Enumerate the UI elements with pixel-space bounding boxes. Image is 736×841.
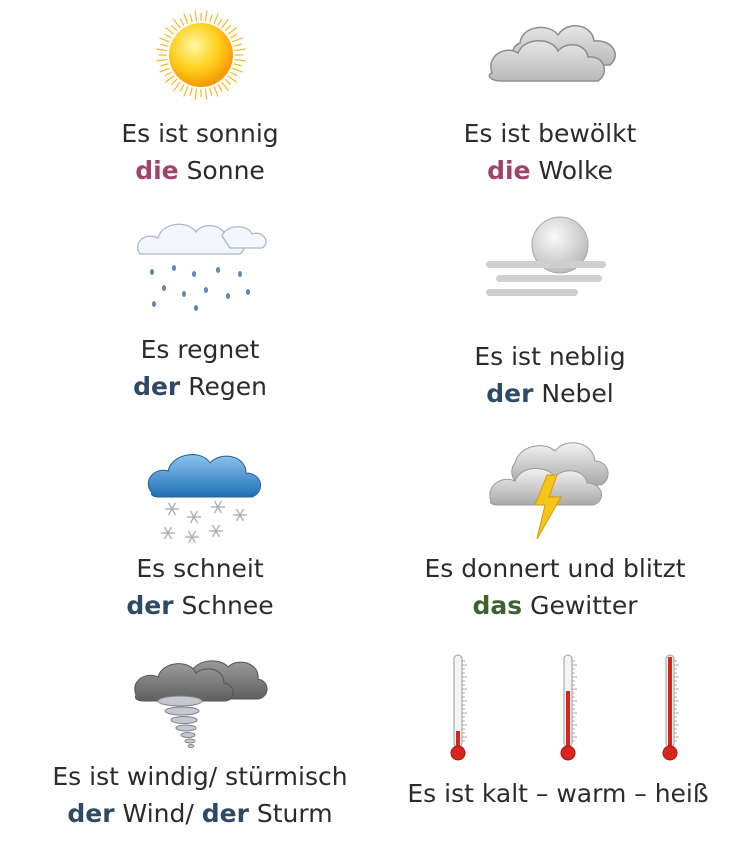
sun-icon: [152, 10, 252, 100]
weather-phrase: Es regnet: [140, 335, 260, 364]
article: der: [133, 372, 181, 401]
weather-card-thunderstorm: [400, 425, 710, 635]
weather-card-temperature: [380, 645, 736, 841]
weather-phrase: Es ist bewölkt: [463, 119, 637, 148]
noun: Gewitter: [530, 591, 638, 620]
article: die: [487, 156, 531, 185]
article: der: [486, 379, 534, 408]
noun: Regen: [188, 372, 267, 401]
noun: Nebel: [541, 379, 614, 408]
thunderstorm-icon: [485, 433, 615, 545]
weather-phrase: Es ist neblig: [474, 342, 626, 371]
article: der: [201, 799, 249, 828]
noun: Wolke: [538, 156, 613, 185]
separator: /: [185, 799, 202, 828]
weather-phrase: Es donnert und blitzt: [424, 554, 686, 583]
noun: Sonne: [186, 156, 265, 185]
weather-noun: [0, 795, 400, 832]
weather-card-sun: [0, 0, 400, 200]
weather-card-snow: [0, 425, 400, 635]
weather-phrase: Es ist windig/ stürmisch: [52, 762, 348, 791]
cloud-icon: [480, 15, 630, 95]
weather-noun: [400, 152, 700, 189]
article: der: [126, 591, 174, 620]
tornado-icon: [130, 653, 270, 753]
weather-card-rain: [0, 200, 400, 415]
weather-phrase: Es ist sonnig: [121, 119, 279, 148]
weather-phrase: Es schneit: [136, 554, 264, 583]
article: die: [135, 156, 179, 185]
fog-icon: [482, 215, 612, 305]
thermometer-icon: [444, 653, 692, 763]
weather-noun: [0, 587, 400, 624]
weather-phrase: Es ist kalt – warm – heiß: [407, 779, 709, 808]
weather-card-tornado: [0, 645, 400, 841]
noun: Wind: [122, 799, 186, 828]
article: der: [67, 799, 115, 828]
noun: Schnee: [181, 591, 274, 620]
article: das: [472, 591, 523, 620]
weather-noun: [400, 375, 700, 412]
snow-icon: [142, 443, 267, 543]
noun: Sturm: [256, 799, 333, 828]
weather-card-cloud: [400, 0, 700, 200]
rain-icon: [130, 212, 275, 312]
weather-noun: [0, 368, 400, 405]
weather-noun: [400, 587, 710, 624]
weather-noun: [0, 152, 400, 189]
weather-card-fog: [400, 200, 700, 415]
